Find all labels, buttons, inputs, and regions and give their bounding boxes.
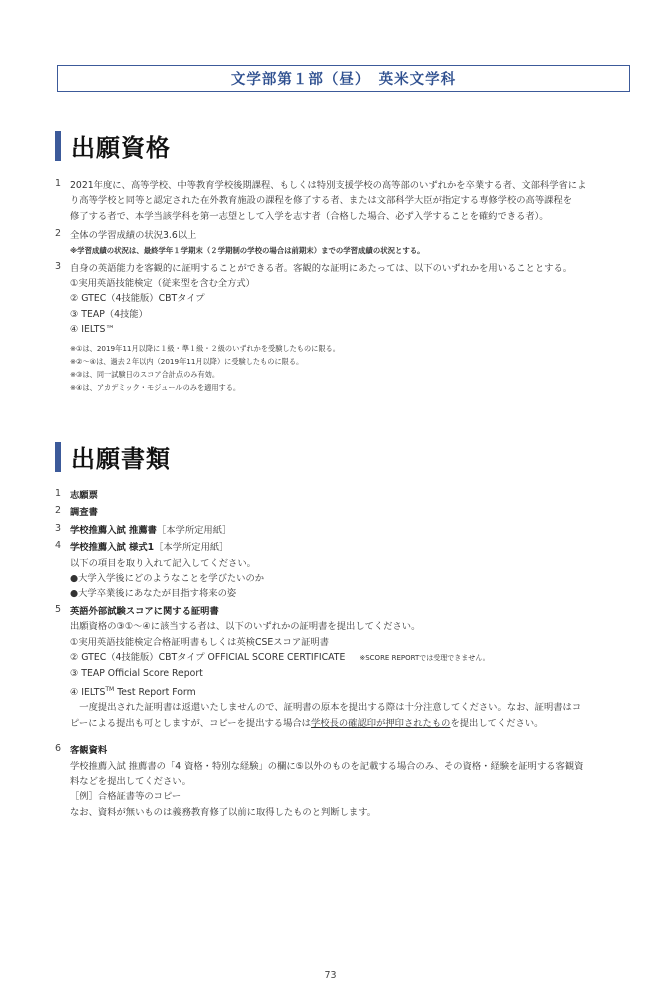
documents-heading bbox=[55, 439, 171, 474]
page-number: 73 bbox=[324, 970, 337, 981]
documents-title: 出願書類 bbox=[71, 445, 171, 473]
trademark-mark: TM bbox=[105, 685, 115, 693]
document-item-2 bbox=[55, 505, 635, 520]
test-option: ② GTEC（4技能版）CBTタイプ bbox=[70, 293, 205, 305]
document-item-5 bbox=[55, 604, 635, 731]
item-text-line: 以下の項目を取り入れて記入してください。 bbox=[70, 557, 256, 569]
document-suffix: ［本学所定用紙］ bbox=[154, 542, 229, 554]
bullet-item: ●大学入学後にどのようなことを学びたいのか bbox=[70, 573, 265, 585]
underlined-text: 学校長の確認印が押印されたもの bbox=[310, 717, 451, 729]
qualification-item-1 bbox=[55, 178, 635, 224]
document-label: 英語外部試験スコアに関する証明書 bbox=[70, 605, 219, 617]
document-label: 志願票 bbox=[70, 490, 98, 501]
certificate-option: ④ IELTS bbox=[70, 686, 106, 698]
document-label: 学校推薦入試 推薦書 bbox=[70, 524, 157, 536]
document-item-1 bbox=[55, 488, 635, 503]
document-item-6 bbox=[55, 743, 635, 820]
qualifications-title: 出願資格 bbox=[71, 134, 171, 162]
item-note: ※学習成績の状況は、最終学年１学期末（２学期制の学校の場合は前期末）までの学習成績の状況とする。 bbox=[70, 245, 425, 255]
heading-accent-bar bbox=[55, 131, 61, 161]
documents-list bbox=[55, 488, 635, 820]
document-label: 客観資料 bbox=[70, 745, 108, 757]
document-item-3 bbox=[55, 523, 635, 538]
qualification-item-3 bbox=[55, 261, 635, 394]
item-number: 1 bbox=[55, 488, 62, 499]
item-number: 3 bbox=[55, 522, 62, 534]
item-note: ※①は、2019年11月以降に１級・準１級・２級のいずれかを受験したものに限る。 bbox=[70, 343, 340, 353]
test-option: ④ IELTS™ bbox=[70, 324, 115, 336]
qualifications-heading bbox=[55, 128, 171, 163]
heading-accent-bar bbox=[55, 442, 61, 472]
certificate-option: ①実用英語技能検定合格証明書もしくは英検CSEスコア証明書 bbox=[70, 636, 330, 648]
test-option: ①実用英語技能検定（従来型を含む全方式） bbox=[70, 278, 255, 290]
document-label: 学校推薦入試 様式1 bbox=[70, 542, 155, 554]
item-number: 5 bbox=[55, 603, 62, 615]
item-number: 1 bbox=[55, 178, 62, 189]
certificate-note: ※SCORE REPORTでは受理できません。 bbox=[359, 654, 490, 663]
certificate-option: ② GTEC（4技能版）CBTタイプ OFFICIAL SCORE CERTIFICATE bbox=[70, 652, 346, 664]
item-text-line: 学校推薦入試 推薦書の「4 資格・特別な経験」の欄に⑤以外のものを記載する場合のみ、その資格・経験を証明する客観資 bbox=[70, 760, 584, 772]
item-text-line: 自身の英語能力を客観的に証明することができる者。客観的な証明にあたっては、以下のいずれかを用いることとする。 bbox=[70, 262, 573, 274]
qualifications-list bbox=[55, 178, 635, 394]
item-note: ※③は、同一試験日のスコア合計点のみ有効。 bbox=[70, 369, 220, 379]
item-number: 3 bbox=[55, 260, 62, 272]
item-number: 2 bbox=[55, 505, 62, 517]
document-item-4 bbox=[55, 540, 635, 602]
document-suffix: ［本学所定用紙］ bbox=[156, 524, 232, 536]
item-text-line: 料などを提出してください。 bbox=[70, 776, 191, 787]
page-header bbox=[57, 65, 630, 92]
certificate-option-rest: Test Report Form bbox=[114, 686, 196, 698]
item-note: ※②～④は、過去２年以内（2019年11月以降）に受験したものに限る。 bbox=[70, 356, 304, 366]
item-number: 6 bbox=[55, 743, 62, 755]
item-number: 2 bbox=[55, 228, 62, 240]
bullet-item: ●大学卒業後にあなたが目指す将来の姿 bbox=[70, 588, 237, 600]
test-option: ③ TEAP（4技能） bbox=[70, 308, 148, 320]
item-text-line: 2021年度に、高等学校、中等教育学校後期課程、もしくは特別支援学校の高等部のいずれかを卒業する者、文部科学省によ bbox=[70, 180, 587, 191]
item-text-line: 全体の学習成績の状況3.6以上 bbox=[70, 230, 197, 242]
item-text-line: 修了する者で、本学当該学科を第一志望として入学を志す者（合格した場合、必ず入学することを確約できる者）。 bbox=[70, 210, 549, 222]
item-text-line: り高等学校と同等と認定された在外教育施設の課程を修了する者、または文部科学大臣が指定する専修学校の高等課程を bbox=[70, 195, 573, 207]
item-text-line: ピーによる提出も可としますが、コピーを提出する場合は bbox=[70, 717, 311, 729]
item-text-line: 出願資格の③①～④に該当する者は、以下のいずれかの証明書を提出してください。 bbox=[70, 621, 421, 633]
page-header-title: 文学部第１部（昼） 英米文学科 bbox=[230, 72, 457, 88]
item-text-line: 一度提出された証明書は返還いたしませんので、証明書の原本を提出する際は十分注意してください。なお、証明書はコ bbox=[70, 702, 582, 714]
document-label: 調査書 bbox=[70, 507, 98, 519]
item-text-line: を提出してください。 bbox=[450, 717, 544, 729]
item-text-line: なお、資料が無いものは義務教育修了以前に取得したものと判断します。 bbox=[70, 806, 377, 818]
item-number: 4 bbox=[55, 540, 62, 552]
certificate-option: ③ TEAP Official Score Report bbox=[70, 668, 203, 680]
item-text-line: ［例］合格証書等のコピー bbox=[70, 791, 182, 803]
qualification-item-2 bbox=[55, 228, 635, 256]
item-note: ※④は、アカデミック・モジュールのみを適用する。 bbox=[70, 382, 241, 392]
